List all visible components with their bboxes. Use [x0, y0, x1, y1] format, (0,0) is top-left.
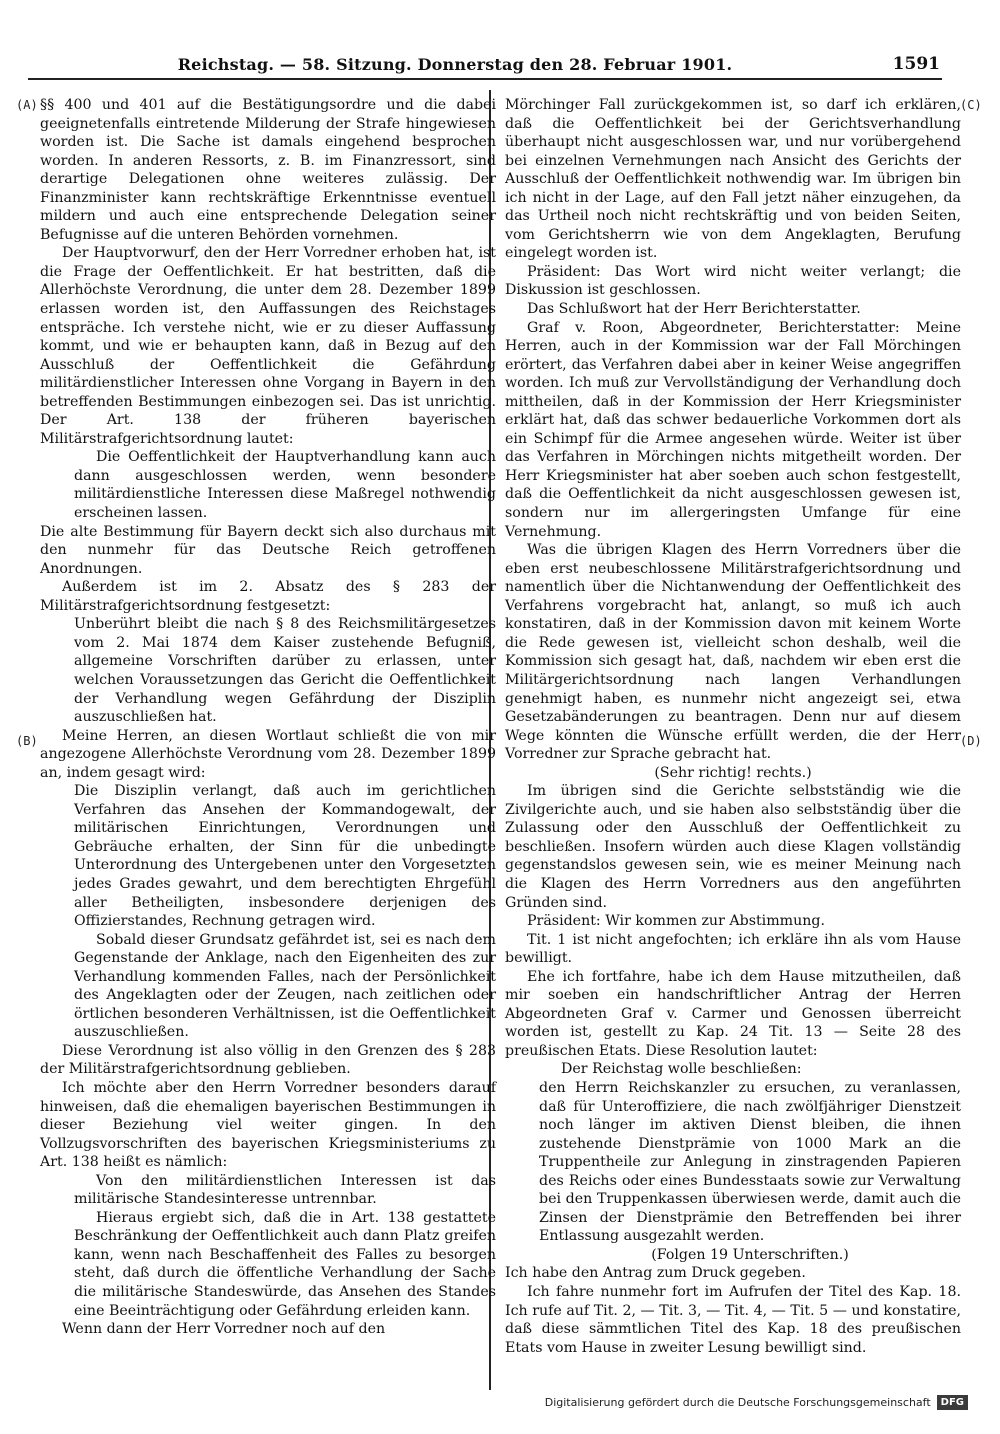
paragraph: Außerdem ist im 2. Absatz des § 283 der Militärstrafgerichtsordnung festgesetzt:: [40, 579, 496, 614]
quote-paragraph: Die Oeffentlichkeit der Hauptverhandlung kann auch dann ausgeschlossen werden, wenn besondere militärdienstliche Interessen diese Maßregel nothwendig erscheinen lassen.: [74, 449, 496, 522]
resolution-text: den Herrn Reichskanzler zu ersuchen, zu veranlassen, daß für Unteroffiziere, die nach zwölfjähriger Dienstzeit noch länger im aktiven Dienst bleiben, die ihnen zustehende Dienstprämie von 1000 Mark an die Truppentheile zur Anlegung in zinstragenden Papieren des Reichs oder eines Bundesstaats sowie zur Verwaltung bei den Truppenkassen überwiesen werde, damit auch die Zinsen der Dienstprämie den Betreffenden bei ihrer Entlassung ausgezahlt werden.: [539, 1079, 961, 1245]
paragraph: §§ 400 und 401 auf die Bestätigungsordre und die dabei geeignetenfalls eintretende Milderung der Strafe hingewiesen worden ist. Die Sache ist damals eingehend besprochen worden. In anderen Ressorts, z. B. im Finanzressort, sind derartige Delegationen ohne weiteres zulässig. Der Finanzminister kann rechtskräftige Erkenntnisse eventuell mildern und auch eine entsprechende Delegation seiner Befugnisse auf die unteren Behörden vornehmen.: [40, 97, 496, 243]
paragraph: Präsident: Wir kommen zur Abstimmung.: [527, 913, 825, 930]
running-title: Reichstag. — 58. Sitzung. Donnerstag den 28. Februar 1901.: [177, 55, 733, 74]
block-quote: [40, 782, 496, 1042]
margin-marker-b: (B): [16, 734, 38, 748]
block-quote: [505, 1060, 961, 1264]
block-quote: [40, 448, 496, 522]
paragraph: Der Hauptvorwurf, den der Herr Vorredner erhoben hat, ist die Frage der Oeffentlichkeit. Er hat bestritten, daß die Allerhöchste Verordnung, die unter dem 28. Dezember 1899 erlassen worden ist, den Auffassungen des Reichstages entspräche. Ich verstehe nicht, wie er zu dieser Auffassung kommt, und wie er behaupten kann, daß in Bezug auf den Ausschluß der Oeffentlichkeit die Gefährdung militärdienstlicher Interessen ohne Vorgang in Bayern in den betreffenden Bestimmungen einbezogen sei. Das ist unrichtig. Der Art. 138 der früheren bayerischen Militärstrafgerichtsordnung lautet:: [40, 245, 496, 447]
header-rule: [28, 78, 942, 80]
left-column: [40, 96, 496, 1339]
paragraph: Graf v. Roon, Abgeordneter, Berichterstatter: Meine Herren, auch in der Kommission war der Fall Mörchingen erörtert, das Verfahren dabei aber in keiner Weise angegriffen worden. Ich muß zur Vervollständigung der Verhandlung doch mittheilen, daß in der Kommission der Herr Kriegsminister erklärt hat, daß das schwer bedauerliche Vorkommen dort als ein Schimpf für die Armee angesehen würde. Weiter ist über das Verfahren in Mörchingen nichts mitgetheilt worden. Der Herr Kriegsminister hat aber soeben auch schon festgestellt, daß die Oeffentlichkeit da nicht ausgeschlossen gewesen ist, sondern nur im allergeringsten Umfange für eine Vernehmung.: [505, 319, 961, 540]
paragraph: Mörchinger Fall zurückgekommen ist, so darf ich erklären, daß die Oeffentlichkeit bei der Gerichtsverhandlung überhaupt nicht ausgeschlossen war, und nur vorübergehend bei einzelnen Vernehmungen nach Ansicht des Gerichts der Ausschluß der Oeffentlichkeit nothwendig war. Im übrigen bin ich nicht in der Lage, auf den Fall jetzt näher einzugehen, da das Urtheil noch nicht rechtskräftig und von beiden Seiten, vom Gerichtsherrn wie von dem Angeklagten, Berufung eingelegt worden ist.: [505, 97, 961, 262]
block-quote: [40, 615, 496, 726]
margin-marker-c: (C): [960, 98, 982, 112]
paragraph: Ich habe den Antrag zum Druck gegeben.: [505, 1265, 806, 1282]
paragraph: Im übrigen sind die Gerichte selbstständig wie die Zivilgerichte auch, und sie haben also selbstständig über die Zulassung oder den Ausschluß der Oeffentlichkeit zu beschließen. Insofern würden auch diese Klagen vollständig gegenstandslos gewesen sein, wie es meiner Meinung nach die Klagen des Herrn Vorredners aus den angeführten Gründen sind.: [505, 783, 961, 911]
page-number: 1591: [892, 54, 940, 74]
resolution-heading: Der Reichstag wolle beschließen:: [561, 1061, 802, 1078]
paragraph: Ich möchte aber den Herrn Vorredner besonders darauf hinweisen, daß die ehemaligen bayerischen Bestimmungen in dieser Beziehung viel weiter gingen. In den Vollzugsvorschriften des bayerischen Kriegsministeriums zu Art. 138 heißt es nämlich:: [40, 1079, 496, 1171]
paragraph: Tit. 1 ist nicht angefochten; ich erkläre ihn als vom Hause bewilligt.: [505, 931, 961, 967]
paragraph: Was die übrigen Klagen des Herrn Vorredners über die eben erst neubeschlossene Militärstrafgerichtsordnung und namentlich über die Nichtanwendung der Oeffentlichkeit des Verfahrens vorgebracht hat, anlangt, so muß ich auch konstatiren, daß in der Kommission davon mit keinem Worte die Rede gewesen ist, vielleicht schon deshalb, weil die Kommission sich gesagt hat, daß, nachdem wir eben erst die Militärgerichtsordnung nach langen Verhandlungen genehmigt haben, es nunmehr nicht angezeigt sei, etwa Gesetzabänderungen zu beantragen. Denn nur auf diesem Wege könnten die Wünsche erfüllt werden, die der Herr Vorredner zur Sprache gebracht hat.: [505, 542, 961, 763]
quote-paragraph: Sobald dieser Grundsatz gefährdet ist, sei es nach dem Gegenstande der Anklage, nach den Eigenheiten des zur Verhandlung kommenden Falles, nach der Persönlichkeit des Angeklagten oder der Zeugen, nach zeitlichen oder örtlichen besonderen Verhältnissen, ist die Oeffentlichkeit auszuschließen.: [74, 931, 496, 1041]
paragraph: Ich fahre nunmehr fort im Aufrufen der Titel des Kap. 18. Ich rufe auf Tit. 2, — Tit. 3, — Tit. 4, — Tit. 5 — und konstatire, daß diese sämmtlichen Titel des Kap. 18 des preußischen Etats vom Hause in zweiter Lesung bewilligt sind.: [505, 1284, 961, 1356]
quote-paragraph: Die Disziplin verlangt, daß auch im gerichtlichen Verfahren das Ansehen der Kommandogewalt, der militärischen Einrichtungen, Verordnungen und Gebräuche erhalten, der Sinn für die unbedingte Unterordnung des Untergebenen unter den Vorgesetzten jedes Grades gewahrt, und dem berechtigten Ehrgefühl aller Betheiligten, insbesondere derjenigen des Offizierstandes, Rechnung getragen wird.: [74, 783, 496, 930]
block-quote: [40, 1172, 496, 1320]
paragraph: Das Schlußwort hat der Herr Berichterstatter.: [527, 301, 861, 318]
interjection: (Sehr richtig! rechts.): [654, 764, 812, 781]
quote-paragraph: Unberührt bleibt die nach § 8 des Reichsmilitärgesetzes vom 2. Mai 1874 dem Kaiser zustehende Befugniß, allgemeine Vorschriften darüber zu erlassen, unter welchen Voraussetzungen das Gericht die Oeffentlichkeit der Verhandlung wegen Gefährdung der Disziplin auszuschließen hat.: [74, 616, 496, 726]
page-header: [30, 48, 940, 74]
dfg-logo: DFG: [937, 1395, 968, 1410]
paragraph: Ehe ich fortfahre, habe ich dem Hause mitzutheilen, daß mir soeben ein handschriftlicher Antrag der Herren Abgeordneten Graf v. Carmer und Genossen überreicht worden ist, gestellt zu Kap. 24 Tit. 13 — Seite 28 des preußischen Etats. Diese Resolution lautet:: [505, 968, 961, 1059]
paragraph: Wenn dann der Herr Vorredner noch auf den: [62, 1321, 386, 1338]
margin-marker-d: (D): [960, 734, 982, 748]
paragraph: Die alte Bestimmung für Bayern deckt sich also durchaus mit den nunmehr für das Deutsche Reich getroffenen Anordnungen.: [40, 523, 496, 577]
paragraph: Diese Verordnung ist also völlig in den Grenzen des § 283 der Militärstrafgerichtsordnung geblieben.: [40, 1042, 496, 1078]
paragraph: Präsident: Das Wort wird nicht weiter verlangt; die Diskussion ist geschlossen.: [505, 263, 961, 299]
paragraph: Meine Herren, an diesen Wortlaut schließt die von mir angezogene Allerhöchste Verordnung vom 28. Dezember 1899 an, indem gesagt wird:: [40, 727, 496, 781]
margin-marker-a: (A): [16, 98, 38, 112]
right-column: [505, 96, 961, 1357]
signature-note: (Folgen 19 Unterschriften.): [651, 1246, 849, 1263]
footer-text: Digitalisierung gefördert durch die Deutsche Forschungsgemeinschaft: [544, 1395, 931, 1409]
footer: [545, 1393, 968, 1411]
quote-paragraph: Hieraus ergiebt sich, daß die in Art. 138 gestattete Beschränkung der Oeffentlichkeit auch dann Platz greifen kann, wenn nach Beschaffenheit des Falles zu besorgen steht, daß durch die öffentliche Verhandlung der Sache die militärische Standeswürde, das Ansehen des Standes eine Beeinträchtigung oder Gefährdung erleiden kann.: [74, 1209, 496, 1319]
quote-paragraph: Von den militärdienstlichen Interessen ist das militärische Standesinteresse untrennbar.: [74, 1172, 496, 1208]
